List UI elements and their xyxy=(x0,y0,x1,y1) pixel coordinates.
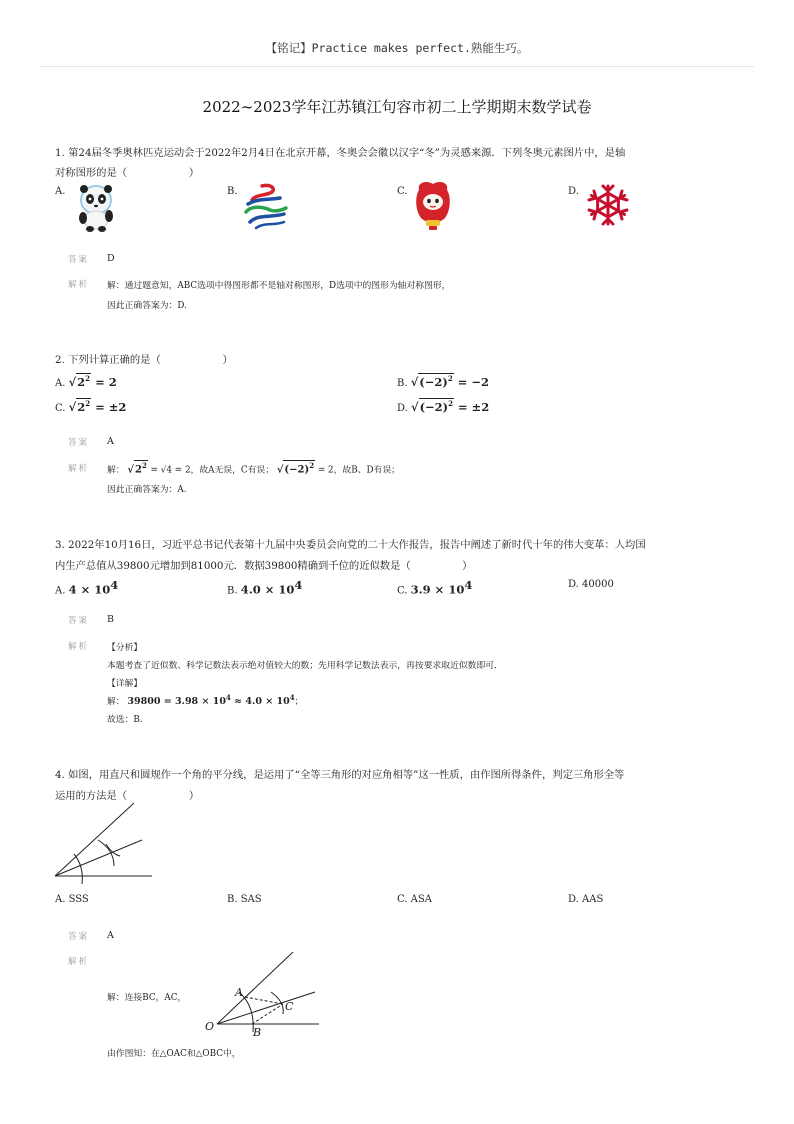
q3-stem-line1: 3. 2022年10月16日，习近平总书记代表第十九届中央委员会向党的二十大作报告，报告中阐述了新时代十年的伟大变革：人均国 xyxy=(55,539,646,551)
q4-explanation-line2: 由作图知：在△OAC和△OBC中， xyxy=(107,1049,241,1059)
q1-option-d-label: D. xyxy=(568,186,579,197)
q2-option-b: B. $√(-2)^2 = -2$ xyxy=(397,374,489,389)
q3-detail-exp2: 4 xyxy=(289,693,295,702)
point-c-label: C xyxy=(285,1000,294,1013)
point-b-label: B xyxy=(253,1026,262,1039)
q2-explanation-line2: 因此正确答案为：A. xyxy=(107,485,187,495)
q3-option-d: D. 40000 xyxy=(568,579,614,590)
q2-explanation-line1: 解： $√2^2 = √4 = 2$，故A无误，C有误； $√(-2)^2 = 2$，故B、D有误； xyxy=(107,461,400,476)
q3-detail-tag: 【详解】 xyxy=(107,679,143,689)
q2-option-b-label: B. xyxy=(397,377,408,389)
q1-explanation-label: 解析 xyxy=(68,280,90,290)
q2-stem: 2. 下列计算正确的是（ ） xyxy=(55,354,233,366)
q1-stem-line1: 1. 第24届冬季奥林匹克运动会于2022年2月4日在北京开幕，冬奥会会徽以汉字“冬”为灵感来源．下列冬奥元素图片中，是轴 xyxy=(55,147,626,159)
q1-explanation-line2: 因此正确答案为：D. xyxy=(107,301,187,311)
header-motto: 【铭记】Practice makes perfect.熟能生巧。 xyxy=(265,41,529,55)
q3-option-c-label: C. xyxy=(397,585,408,597)
q2-answer-label: 答案 xyxy=(68,438,90,448)
q4-explanation-line1: 解：连接BC，AC， xyxy=(107,993,187,1003)
q4-stem-line2: 运用的方法是（ ） xyxy=(55,790,200,802)
q4-option-b: B. SAS xyxy=(227,894,262,905)
q3-option-a-value: 4 × 10 xyxy=(68,582,111,597)
q2-option-b-value: = −2 xyxy=(457,374,489,389)
q4-option-a: A. SSS xyxy=(55,894,89,905)
q3-answer-label: 答案 xyxy=(68,616,90,626)
q2-option-a: A. $√2^2 = 2$ xyxy=(55,374,117,389)
q3-analysis-tag: 【分析】 xyxy=(107,643,143,653)
point-o-label: O xyxy=(205,1020,215,1033)
q3-explanation-label: 解析 xyxy=(68,642,90,652)
q3-option-c xyxy=(397,578,472,596)
q1-option-c-label: C. xyxy=(397,186,408,197)
q1-stem-line2: 对称图形的是（ ） xyxy=(55,167,200,179)
q3-option-b xyxy=(227,578,302,596)
q3-explanation-conclusion: 故选：B. xyxy=(107,715,143,725)
q3-analysis-text: 本题考查了近似数、科学记数法表示绝对值较大的数；先用科学记数法表示，再按要求取近似数即可． xyxy=(107,661,503,671)
q3-option-a-label: A. xyxy=(55,585,66,597)
winter-olympics-logo-image xyxy=(240,182,290,232)
q2-exp-part2: = √4 = 2，故A无误，C有误； xyxy=(150,465,275,476)
q3-detail-prefix: 解： xyxy=(107,697,125,708)
q4-answer-value: A xyxy=(107,930,114,941)
q4-option-c: C. ASA xyxy=(397,894,432,905)
triangle-congruence-figure xyxy=(205,948,325,1038)
q2-option-d-value: = ±2 xyxy=(458,399,490,414)
q4-stem-line1: 4. 如图，用直尺和圆规作一个角的平分线，是运用了“全等三角形的对应角相等”这一性质，由作图所得条件，判定三角形全等 xyxy=(55,769,625,781)
q3-detail-eq1: 39800 = 3.98 × 10 xyxy=(127,696,226,708)
q2-option-c-value: = ±2 xyxy=(95,399,127,414)
q2-answer-value: A xyxy=(107,436,114,447)
q2-option-c-label: C. xyxy=(55,402,66,414)
q1-explanation-line1: 解：通过题意知，ABC选项中得图形都不是轴对称图形，D选项中的图形为轴对称图形， xyxy=(107,281,451,291)
q3-detail-line xyxy=(107,693,303,707)
q1-answer-value: D xyxy=(107,253,115,264)
q3-option-c-value: 3.9 × 10 xyxy=(410,582,465,597)
angle-bisector-construction-figure xyxy=(52,800,156,890)
q3-detail-eq2: ≈ 4.0 × 10 xyxy=(230,696,290,708)
q3-option-b-exp: 4 xyxy=(294,578,303,592)
q2-option-d: D. $√(-2)^2 = \pm 2$ xyxy=(397,399,490,414)
q4-option-d: D. AAS xyxy=(568,894,604,905)
q2-explanation-label: 解析 xyxy=(68,464,90,474)
point-a-label: A xyxy=(235,986,243,999)
q3-option-a xyxy=(55,578,118,596)
q2-option-a-value: = 2 xyxy=(95,374,117,389)
q4-answer-label: 答案 xyxy=(68,932,90,942)
q1-answer-label: 答案 xyxy=(68,255,90,265)
q3-option-a-exp: 4 xyxy=(110,578,119,592)
snowflake-emblem-image xyxy=(585,182,631,228)
q3-stem-line2: 内生产总值从39800元增加到81000元．数据39800精确到千位的近似数是（ ） xyxy=(55,560,473,572)
q3-option-c-exp: 4 xyxy=(464,578,473,592)
q3-option-b-value: 4.0 × 10 xyxy=(240,582,295,597)
q2-exp-part1: 解： xyxy=(107,465,125,476)
q1-option-a-label: A. xyxy=(55,186,66,197)
header-divider xyxy=(40,66,754,67)
q2-option-c: C. $√2^2 = \pm 2$ xyxy=(55,399,127,414)
q3-detail-suffix: ； xyxy=(294,697,304,708)
panda-mascot-image xyxy=(70,180,122,232)
q3-detail-exp1: 4 xyxy=(225,693,231,702)
page-title: 2022~2023学年江苏镇江句容市初二上学期期末数学试卷 xyxy=(202,98,592,116)
q3-answer-value: B xyxy=(107,614,114,625)
q2-exp-part3: = 2，故B、D有误； xyxy=(317,465,400,476)
q3-option-b-label: B. xyxy=(227,585,238,597)
q2-option-a-label: A. xyxy=(55,377,66,389)
q1-option-b-label: B. xyxy=(227,186,238,197)
lantern-mascot-image xyxy=(413,180,453,232)
q2-option-d-label: D. xyxy=(397,402,408,414)
q4-explanation-label: 解析 xyxy=(68,957,90,967)
